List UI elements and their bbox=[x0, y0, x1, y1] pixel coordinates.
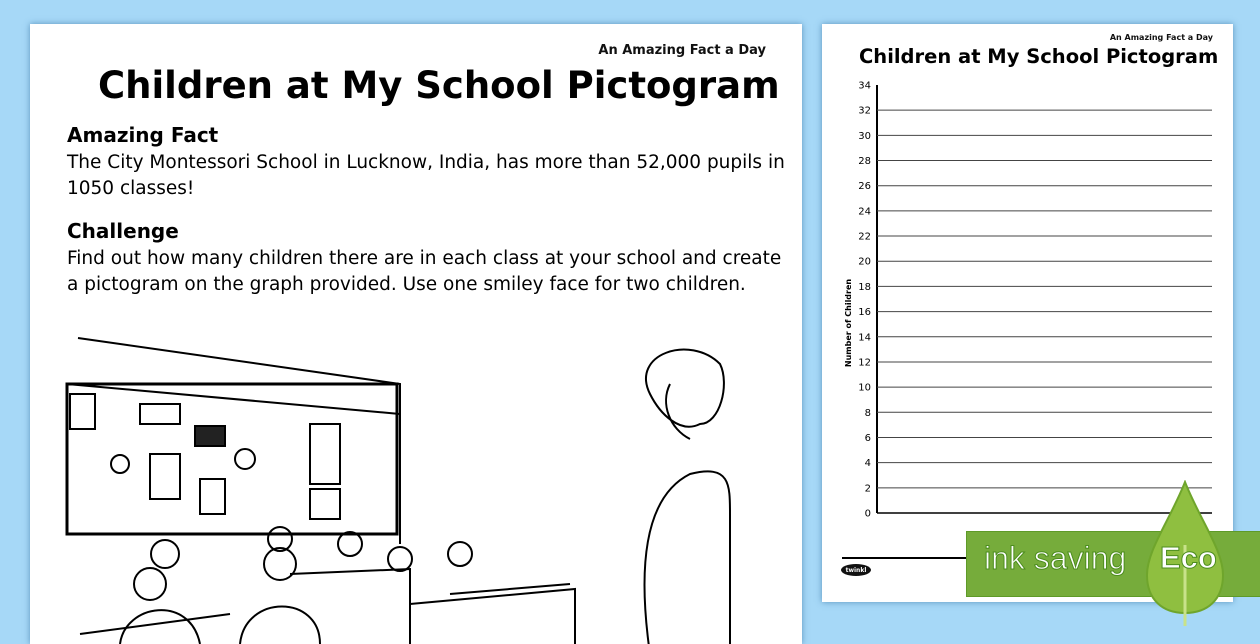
y-tick-label: 6 bbox=[864, 432, 871, 444]
classroom-illustration bbox=[30, 314, 802, 644]
y-tick-label: 18 bbox=[858, 281, 871, 293]
series-tag: An Amazing Fact a Day bbox=[1109, 33, 1213, 42]
page-title: Children at My School Pictogram bbox=[98, 64, 780, 107]
y-tick-label: 34 bbox=[858, 80, 871, 92]
y-tick-label: 10 bbox=[858, 382, 871, 394]
y-tick-label: 30 bbox=[858, 130, 871, 142]
series-tag: An Amazing Fact a Day bbox=[598, 43, 766, 58]
y-tick-label: 12 bbox=[858, 357, 871, 369]
fact-text: The City Montessori School in Lucknow, India, has more than 52,000 pupils in 1050 classes! bbox=[67, 152, 785, 199]
pictogram-title: Children at My School Pictogram bbox=[859, 45, 1219, 68]
worksheet-page-left bbox=[30, 24, 802, 644]
y-tick-label: 28 bbox=[858, 156, 871, 168]
challenge-heading: Challenge bbox=[67, 219, 179, 243]
ink-saving-text: ink saving bbox=[984, 540, 1127, 576]
y-tick-label: 32 bbox=[858, 105, 871, 117]
y-tick-label: 20 bbox=[858, 256, 871, 268]
y-tick-label: 16 bbox=[858, 307, 871, 319]
twinkl-logo-text: twinkl bbox=[845, 567, 867, 574]
y-tick-label: 22 bbox=[858, 231, 871, 243]
y-tick-label: 0 bbox=[864, 508, 871, 520]
y-tick-label: 24 bbox=[858, 206, 871, 218]
y-tick-label: 14 bbox=[858, 332, 871, 344]
challenge-text: Find out how many children there are in each class at your school and create a pictogram on the graph provided. Use one smiley face for two children. bbox=[67, 248, 782, 295]
y-tick-label: 8 bbox=[864, 407, 871, 419]
y-axis-label: Number of Children bbox=[844, 278, 853, 368]
fact-heading: Amazing Fact bbox=[67, 123, 219, 147]
y-tick-label: 26 bbox=[858, 181, 871, 193]
y-tick-label: 2 bbox=[864, 483, 871, 495]
y-tick-label: 4 bbox=[864, 458, 871, 470]
eco-text: Eco bbox=[1160, 540, 1217, 575]
